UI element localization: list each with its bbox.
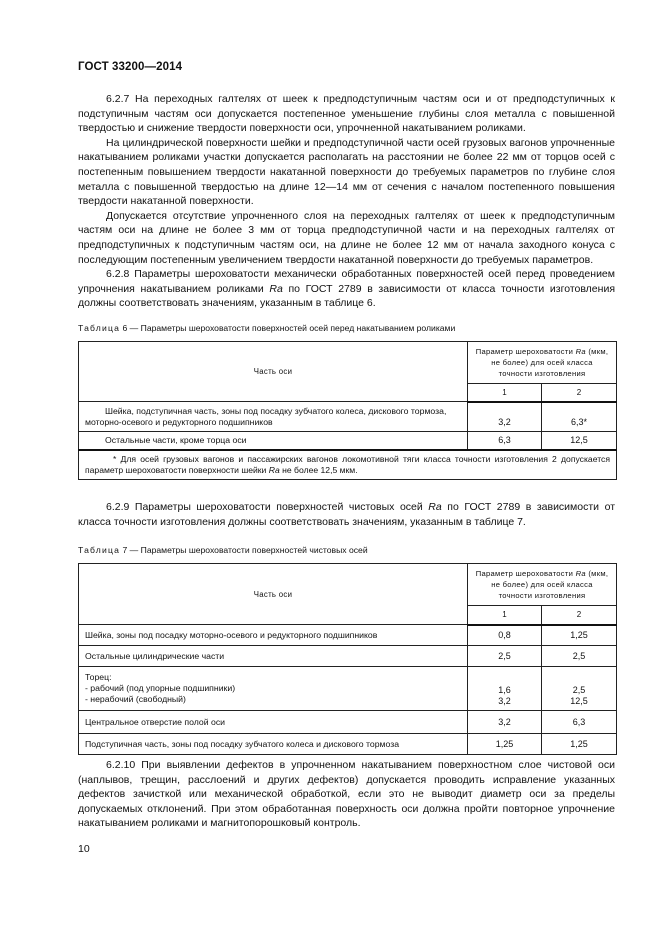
table-row: Шейка, подступичная часть, зоны под посадку зубчатого колеса, дискового тормоза, моторно-осевого и редукторного подшипников 3,2 6,3* (79, 402, 617, 432)
paragraph: На цилиндрической поверхности шейки и предподступичной части осей грузовых вагонов упрочненные накатыванием роликами участки допускается располагать на расстоянии не более 22 мм от торцов осей с постепенным повышением твердости накатанной поверхности до требуемых параметров по глубине слоя металла с повышенной твердостью на длине 12—14 мм от сечения с началом постепенного повышения твердости накатанной поверхности. (78, 136, 615, 208)
table-row: Шейка, зоны под посадку моторно-осевого и редукторного подшипников 0,8 1,25 (79, 625, 617, 646)
paragraph-6-2-8: 6.2.8 Параметры шероховатости механически обработанных поверхностей осей перед проведением упрочнения накатыванием роликами Ra по ГОСТ 2789 в зависимости от класса точности изготовления должны соответствовать значениям, указанным в таблице 6. (78, 268, 615, 310)
class-1-header: 1 (468, 384, 542, 402)
table-row: Остальные цилиндрические части 2,5 2,5 (79, 646, 617, 667)
class-1-header: 1 (468, 606, 542, 625)
paragraph: 6.2.10 При выявлении дефектов в упрочненном накатыванием поверхностном слое чистовой оси (наплывов, трещин, расслоений и других дефектов) допускается проводить исправление указанных дефектов зачисткой или механической обработкой, если это не выводит диаметр оси за пределы допускаемых отклонений. При этом обработанная поверхность оси должна пройти повторное упрочнение накатыванием роликами и магнитопорошковый контроль. (78, 759, 615, 830)
table-row: Подступичная часть, зоны под посадку зубчатого колеса и дискового тормоза 1,25 1,25 (79, 734, 617, 755)
table-row: Остальные части, кроме торца оси 6,3 12,5 (79, 432, 617, 450)
class-2-header: 2 (542, 384, 617, 402)
table-header-part: Часть оси (79, 342, 468, 402)
table-6-caption: Таблица 6 — Параметры шероховатости поверхностей осей перед накатыванием роликами (78, 323, 456, 333)
table-footnote: * Для осей грузовых вагонов и пассажирских вагонов локомотивной тяги класса точности изготовления 2 допускается параметр шероховатости поверхности шейки Ra не более 12,5 мкм. (79, 450, 617, 480)
section-6-2-10 (78, 758, 615, 831)
paragraph: Допускается отсутствие упрочненного слоя на переходных галтелях от шеек к предподступичным частям оси на длине не более 3 мм от торца предподступичной части и на переходных галтелях от предподступичных к подступичным частям оси, на длине не более 12 мм от начала заходного конуса с последующим постепенным увеличением твердости накатанной поверхности до требуемых параметров. (78, 209, 615, 266)
paragraph: 6.2.7 На переходных галтелях от шеек к предподступичным частям оси и от предподступичных к подступичным частям оси допускается постепенное уменьшение глубины слоя металла с повышенной твердостью и снижение твердости поверхности оси, упрочненной накатыванием роликами. (78, 93, 615, 135)
table-row: Центральное отверстие полой оси 3,2 6,3 (79, 711, 617, 734)
paragraph: 6.2.9 Параметры шероховатости поверхностей чистовых осей Ra по ГОСТ 2789 в зависимости от класса точности изготовления должны соответствовать значениям, указанным в таблице 7. (78, 501, 615, 528)
table-row: Торец: - рабочий (под упорные подшипники) - нерабочий (свободный) 1,6 3,2 2,5 12,5 (79, 667, 617, 711)
class-2-header: 2 (542, 606, 617, 625)
table-6 (78, 341, 617, 480)
section-6-2-9 (78, 500, 615, 529)
standard-header: ГОСТ 33200—2014 (78, 61, 183, 73)
table-header-part: Часть оси (79, 564, 468, 625)
section-6-2-7 (78, 92, 615, 311)
page-number: 10 (78, 843, 90, 855)
table-7-caption: Таблица 7 — Параметры шероховатости поверхностей чистовых осей (78, 545, 368, 555)
table-7 (78, 563, 617, 755)
table-header-param: Параметр шероховатости Ra (мкм, не более) для осей класса точности изготовления (468, 564, 617, 606)
table-header-param: Параметр шероховатости Ra (мкм, не более) для осей класса точности изготовления (468, 342, 617, 384)
